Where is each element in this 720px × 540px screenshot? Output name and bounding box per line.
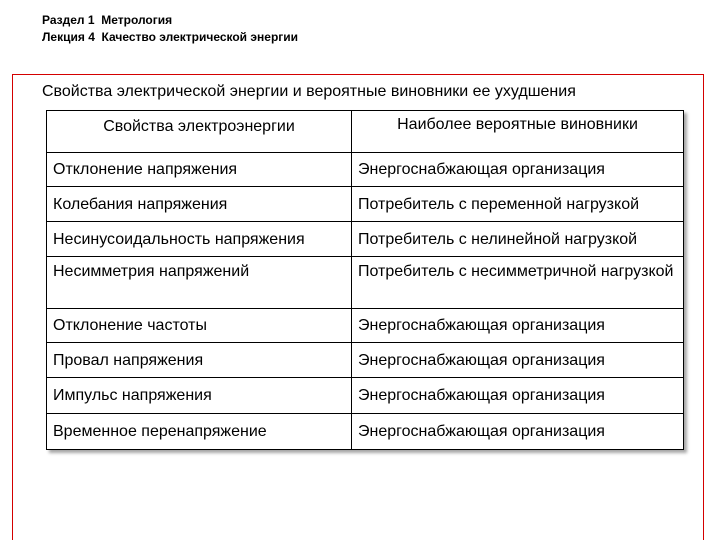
property-cell: Временное перенапряжение [47, 414, 352, 450]
property-cell: Отклонение частоты [47, 309, 352, 343]
culprit-cell: Потребитель с несимметричной нагрузкой [352, 257, 684, 309]
culprit-cell: Потребитель с нелинейной нагрузкой [352, 222, 684, 257]
property-cell: Отклонение напряжения [47, 153, 352, 187]
property-cell: Импульс напряжения [47, 378, 352, 414]
culprit-cell: Потребитель с переменной нагрузкой [352, 187, 684, 222]
property-cell: Несинусоидальность напряжения [47, 222, 352, 257]
culprit-cell: Энергоснабжающая организация [352, 343, 684, 378]
slide-title: Свойства электрической энергии и вероятные виновники ее ухудшения [42, 83, 576, 100]
culprit-cell: Энергоснабжающая организация [352, 153, 684, 187]
property-cell: Колебания напряжения [47, 187, 352, 222]
culprit-cell: Энергоснабжающая организация [352, 414, 684, 450]
culprit-cell: Энергоснабжающая организация [352, 378, 684, 414]
properties-table [46, 110, 684, 450]
table-row [47, 222, 684, 257]
table-row [47, 343, 684, 378]
culprit-cell: Энергоснабжающая организация [352, 309, 684, 343]
table-row [47, 309, 684, 343]
column-header-properties: Свойства электроэнергии [47, 111, 352, 153]
table-header-row [47, 111, 684, 153]
lecture-label: Лекция 4 Качество электрической энергии [42, 30, 299, 44]
table-row [47, 153, 684, 187]
slide-header [42, 12, 298, 46]
table-row [47, 414, 684, 450]
property-cell: Провал напряжения [47, 343, 352, 378]
table-row [47, 257, 684, 309]
table-row [47, 187, 684, 222]
table-row [47, 378, 684, 414]
column-header-culprits: Наиболее вероятные виновники [352, 111, 684, 153]
property-cell: Несимметрия напряжений [47, 257, 352, 309]
section-label: Раздел 1 Метрология [42, 13, 173, 27]
